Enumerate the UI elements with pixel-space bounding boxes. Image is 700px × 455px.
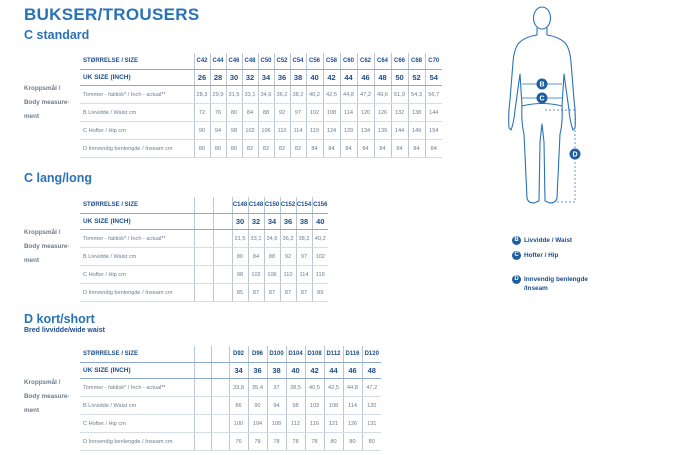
measure-row-label: D Innvendig benlengde / Inseam cm — [80, 140, 194, 158]
section-title-d-short: D kort/short — [24, 312, 95, 326]
svg-text:D: D — [572, 151, 578, 159]
section-title-c-long: C lang/long — [24, 171, 93, 185]
size-header-cell: C148 — [232, 197, 248, 214]
measure-value-cell: 106 — [264, 266, 280, 284]
measure-value-cell: 102 — [242, 122, 258, 140]
size-header-cell: C60 — [340, 53, 357, 70]
measure-value-cell: 82 — [242, 140, 258, 158]
measure-row-label: B Livvidde / Waist cm — [80, 397, 194, 415]
size-header-cell: C156 — [312, 197, 328, 214]
measure-value-cell: 85 — [232, 284, 248, 302]
measure-value-cell: 72 — [194, 104, 210, 122]
size-header-cell: C62 — [357, 53, 374, 70]
measure-value-cell: 98 — [232, 266, 248, 284]
measure-value-cell: 108 — [324, 397, 343, 415]
uk-size-label: UK SIZE (INCH) — [80, 70, 194, 86]
measure-value-cell: 86 — [229, 397, 248, 415]
measure-value-cell: 94 — [267, 397, 286, 415]
measure-value-cell: 42,5 — [324, 379, 343, 397]
marker-c-icon: C — [512, 251, 521, 260]
measure-value-cell: 40,2 — [306, 86, 323, 104]
measure-value-cell: 87 — [248, 284, 264, 302]
measure-value-cell: 44,8 — [343, 379, 362, 397]
measure-value-cell: 80 — [324, 433, 343, 451]
body-measure-line-1: Kroppsmål / — [24, 229, 61, 236]
body-measurement-figure — [500, 2, 600, 212]
measure-value-cell: 106 — [258, 122, 274, 140]
uk-size-cell: 46 — [357, 70, 374, 86]
measure-value-cell-row — [80, 266, 328, 284]
measure-value-cell-row — [80, 397, 381, 415]
measure-value-cell: 131 — [362, 415, 381, 433]
spacer-cell — [213, 284, 232, 302]
measure-row-label: D Innvendig benlengde / Inseam cm — [80, 284, 194, 302]
uk-size-cell: 54 — [425, 70, 442, 86]
measure-value-cell: 102 — [248, 266, 264, 284]
spacer-cell — [194, 284, 213, 302]
measure-value-cell: 47,2 — [357, 86, 374, 104]
size-header-cell: C70 — [425, 53, 442, 70]
marker-d — [570, 149, 581, 160]
body-measure-line-3: ment — [24, 113, 40, 120]
measure-row-label: C Hofter / Hip cm — [80, 122, 194, 140]
body-measure-line-2: Body measure- — [24, 99, 70, 106]
measure-value-cell: 80 — [226, 140, 242, 158]
size-header-cell: C152 — [280, 197, 296, 214]
measure-row-label: Tommer - faktisk* / Inch - actual** — [80, 230, 194, 248]
measure-row-label: Tommer - faktisk* / Inch - actual** — [80, 86, 194, 104]
uk-size-cell: 48 — [374, 70, 391, 86]
measure-value-cell: 90 — [248, 397, 267, 415]
measure-value-cell: 28,3 — [194, 86, 210, 104]
size-header-cell: C150 — [264, 197, 280, 214]
spacer-cell — [194, 214, 213, 230]
measure-value-cell: 88 — [258, 104, 274, 122]
uk-size-cell: 50 — [391, 70, 408, 86]
measure-value-cell: 102 — [312, 248, 328, 266]
spacer-cell — [213, 266, 232, 284]
measure-value-cell: 84 — [340, 140, 357, 158]
measure-value-cell: 38,5 — [286, 379, 305, 397]
measure-value-cell: 33,1 — [242, 86, 258, 104]
uk-size-label: UK SIZE (INCH) — [80, 363, 194, 379]
size-header-cell-row — [80, 346, 381, 363]
spacer-cell — [194, 415, 212, 433]
measure-value-cell: 84 — [357, 140, 374, 158]
uk-size-cell: 26 — [194, 70, 210, 86]
svg-text:B: B — [539, 81, 545, 89]
measure-value-cell: 80 — [194, 140, 210, 158]
measure-row-label: Tommer - faktisk* / Inch - actual** — [80, 379, 194, 397]
measure-value-cell: 54,3 — [408, 86, 425, 104]
size-header-cell: D100 — [267, 346, 286, 363]
measure-value-cell: 126 — [374, 104, 391, 122]
measure-value-cell-row — [80, 140, 442, 158]
spacer-cell — [212, 379, 230, 397]
body-measure-label — [24, 226, 80, 268]
size-header-cell: C56 — [306, 53, 323, 70]
measure-value-cell: 42,5 — [323, 86, 340, 104]
spacer-cell — [194, 248, 213, 266]
legend-hip — [512, 251, 558, 260]
spacer-cell — [194, 266, 213, 284]
measure-value-cell: 108 — [267, 415, 286, 433]
size-header-cell: C64 — [374, 53, 391, 70]
measure-value-cell: 40,2 — [312, 230, 328, 248]
legend-hip-label: Hofter / Hip — [524, 252, 559, 259]
size-header-cell: C48 — [242, 53, 258, 70]
measure-value-cell: 47,2 — [362, 379, 381, 397]
measure-value-cell: 31,5 — [232, 230, 248, 248]
measure-value-cell: 104 — [248, 415, 267, 433]
measure-value-cell-row — [80, 122, 442, 140]
uk-size-cell: 48 — [362, 363, 381, 379]
measure-value-cell: 80 — [210, 140, 226, 158]
body-measure-line-2: Body measure- — [24, 243, 70, 250]
uk-size-cell: 44 — [324, 363, 343, 379]
size-header-cell: C52 — [274, 53, 290, 70]
measure-value-cell: 112 — [286, 415, 305, 433]
measure-value-cell: 36,2 — [274, 86, 290, 104]
measure-value-cell: 40,5 — [305, 379, 324, 397]
measure-value-cell: 97 — [296, 248, 312, 266]
size-header-label: STØRRELSE / SIZE — [80, 346, 194, 363]
body-measure-label — [24, 82, 80, 124]
measure-value-cell: 120 — [357, 104, 374, 122]
marker-c — [537, 93, 548, 104]
body-measure-line-1: Kroppsmål / — [24, 379, 61, 386]
marker-b — [537, 79, 548, 90]
measure-value-cell: 110 — [280, 266, 296, 284]
measure-value-cell: 110 — [274, 122, 290, 140]
size-header-cell: C66 — [391, 53, 408, 70]
measure-value-cell: 103 — [305, 397, 324, 415]
measure-value-cell: 84 — [374, 140, 391, 158]
measure-value-cell: 76 — [210, 104, 226, 122]
uk-size-cell: 38 — [290, 70, 306, 86]
spacer-cell — [213, 214, 232, 230]
section-subtitle-wide-waist: Bred livvidde/wide waist — [24, 327, 105, 334]
legend-inseam-label: Innvendig benlengde /Inseam — [524, 276, 588, 292]
measure-value-cell: 102 — [306, 104, 323, 122]
size-header-cell: C154 — [296, 197, 312, 214]
measure-value-cell: 92 — [274, 104, 290, 122]
measure-value-cell: 119 — [306, 122, 323, 140]
measure-value-cell: 51,9 — [391, 86, 408, 104]
uk-size-cell: 34 — [264, 214, 280, 230]
size-header-cell: D108 — [305, 346, 324, 363]
body-measure-label — [24, 376, 80, 418]
uk-size-cell: 40 — [286, 363, 305, 379]
uk-size-cell: 30 — [232, 214, 248, 230]
size-header-cell: C148 — [248, 197, 264, 214]
size-header-cell: D120 — [362, 346, 381, 363]
size-header-cell: C68 — [408, 53, 425, 70]
size-header-cell-row — [80, 197, 328, 214]
measure-value-cell: 78 — [305, 433, 324, 451]
measure-value-cell: 116 — [305, 415, 324, 433]
measure-value-cell: 84 — [408, 140, 425, 158]
measure-value-cell-row — [80, 415, 381, 433]
spacer-cell — [212, 415, 230, 433]
uk-size-cell: 32 — [248, 214, 264, 230]
measure-value-cell: 84 — [306, 140, 323, 158]
measure-value-cell: 98 — [226, 122, 242, 140]
legend-inseam — [512, 266, 588, 293]
measure-value-cell: 114 — [343, 397, 362, 415]
measure-value-cell: 154 — [425, 122, 442, 140]
uk-size-cell: 28 — [210, 70, 226, 86]
measure-value-cell-row — [80, 230, 328, 248]
measure-value-cell: 76 — [229, 433, 248, 451]
uk-size-cell: 42 — [323, 70, 340, 86]
size-header-cell: D104 — [286, 346, 305, 363]
size-header-label: STØRRELSE / SIZE — [80, 197, 194, 214]
measure-value-cell: 36,2 — [280, 230, 296, 248]
uk-size-cell: 40 — [312, 214, 328, 230]
uk-size-cell-row — [80, 214, 328, 230]
uk-size-cell: 36 — [280, 214, 296, 230]
measure-value-cell: 149 — [408, 122, 425, 140]
spacer-cell — [212, 433, 230, 451]
size-header-cell-row — [80, 53, 442, 70]
measure-value-cell: 89 — [312, 284, 328, 302]
measure-value-cell: 124 — [323, 122, 340, 140]
spacer-cell — [194, 433, 212, 451]
size-header-cell: D112 — [324, 346, 343, 363]
marker-d-icon: D — [512, 275, 521, 284]
measure-value-cell: 37 — [267, 379, 286, 397]
measure-value-cell: 114 — [290, 122, 306, 140]
uk-size-label: UK SIZE (INCH) — [80, 214, 194, 230]
uk-size-cell: 36 — [274, 70, 290, 86]
measure-value-cell-row — [80, 248, 328, 266]
size-header-cell: C58 — [323, 53, 340, 70]
measure-value-cell: 88 — [264, 248, 280, 266]
measure-value-cell: 44,8 — [340, 86, 357, 104]
marker-b-icon: B — [512, 236, 521, 245]
measure-value-cell: 120 — [362, 397, 381, 415]
spacer-cell — [212, 363, 230, 379]
body-measure-line-3: ment — [24, 407, 40, 414]
uk-size-cell-row — [80, 363, 381, 379]
measure-value-cell: 114 — [340, 104, 357, 122]
spacer-cell — [194, 197, 213, 214]
measure-value-cell: 80 — [226, 104, 242, 122]
measure-value-cell: 82 — [258, 140, 274, 158]
size-header-cell: C44 — [210, 53, 226, 70]
uk-size-cell: 40 — [306, 70, 323, 86]
measure-value-cell: 138 — [408, 104, 425, 122]
measure-value-cell: 100 — [229, 415, 248, 433]
body-measure-line-2: Body measure- — [24, 393, 70, 400]
page-title: BUKSER/TROUSERS — [24, 5, 200, 24]
measure-value-cell: 56,7 — [425, 86, 442, 104]
measure-value-cell: 129 — [340, 122, 357, 140]
measure-value-cell: 84 — [248, 248, 264, 266]
size-table-d-short — [80, 346, 381, 451]
measure-row-label: C Hofter / Hip cm — [80, 415, 194, 433]
measure-value-cell: 82 — [290, 140, 306, 158]
uk-size-cell: 30 — [226, 70, 242, 86]
svg-text:C: C — [539, 95, 545, 103]
measure-value-cell: 78 — [248, 433, 267, 451]
uk-size-cell-row — [80, 70, 442, 86]
size-header-cell: D116 — [343, 346, 362, 363]
measure-value-cell: 84 — [391, 140, 408, 158]
measure-value-cell: 92 — [280, 248, 296, 266]
spacer-cell — [194, 379, 212, 397]
measure-value-cell: 34,6 — [258, 86, 274, 104]
measure-value-cell: 80 — [232, 248, 248, 266]
measure-value-cell: 80 — [362, 433, 381, 451]
measure-value-cell: 33,1 — [248, 230, 264, 248]
measure-value-cell: 87 — [296, 284, 312, 302]
spacer-cell — [212, 346, 230, 363]
uk-size-cell: 44 — [340, 70, 357, 86]
measure-value-cell-row — [80, 104, 442, 122]
size-table-c-long — [80, 197, 328, 302]
measure-value-cell: 31,5 — [226, 86, 242, 104]
uk-size-cell: 46 — [343, 363, 362, 379]
spacer-cell — [212, 397, 230, 415]
measure-value-cell: 119 — [312, 266, 328, 284]
measure-value-cell: 97 — [290, 104, 306, 122]
measure-value-cell: 80 — [343, 433, 362, 451]
measure-row-label: D Innvendig benlengde / Inseam cm — [80, 433, 194, 451]
measure-value-cell-row — [80, 86, 442, 104]
spacer-cell — [194, 397, 212, 415]
measure-value-cell: 33,8 — [229, 379, 248, 397]
measure-value-cell: 78 — [267, 433, 286, 451]
body-outline — [509, 7, 576, 203]
measure-row-label: B Livvidde / Waist cm — [80, 104, 194, 122]
uk-size-cell: 36 — [248, 363, 267, 379]
uk-size-cell: 34 — [229, 363, 248, 379]
spacer-cell — [213, 197, 232, 214]
size-header-cell: C42 — [194, 53, 210, 70]
body-measure-line-1: Kroppsmål / — [24, 85, 61, 92]
spacer-cell — [194, 346, 212, 363]
uk-size-cell: 38 — [267, 363, 286, 379]
measure-value-cell: 84 — [242, 104, 258, 122]
uk-size-cell: 38 — [296, 214, 312, 230]
measure-value-cell-row — [80, 284, 328, 302]
measure-value-cell-row — [80, 433, 381, 451]
spacer-cell — [194, 363, 212, 379]
measure-value-cell: 144 — [391, 122, 408, 140]
measure-value-cell: 139 — [374, 122, 391, 140]
measure-value-cell: 90 — [194, 122, 210, 140]
measure-value-cell-row — [80, 379, 381, 397]
measure-value-cell: 132 — [391, 104, 408, 122]
size-header-cell: C46 — [226, 53, 242, 70]
measure-value-cell: 29,9 — [210, 86, 226, 104]
size-header-cell: C50 — [258, 53, 274, 70]
measure-value-cell: 94 — [210, 122, 226, 140]
size-table-c-standard — [80, 53, 442, 158]
size-header-cell: D92 — [229, 346, 248, 363]
measure-value-cell: 84 — [323, 140, 340, 158]
legend-waist — [512, 236, 572, 245]
size-header-cell: D96 — [248, 346, 267, 363]
measure-value-cell: 82 — [274, 140, 290, 158]
measure-value-cell: 134 — [357, 122, 374, 140]
measure-row-label: C Hofter / Hip cm — [80, 266, 194, 284]
measure-value-cell: 35,4 — [248, 379, 267, 397]
measure-value-cell: 78 — [286, 433, 305, 451]
uk-size-cell: 32 — [242, 70, 258, 86]
measure-row-label: B Livvidde / Waist cm — [80, 248, 194, 266]
size-header-cell: C54 — [290, 53, 306, 70]
uk-size-cell: 52 — [408, 70, 425, 86]
measure-value-cell: 126 — [343, 415, 362, 433]
uk-size-cell: 34 — [258, 70, 274, 86]
measure-value-cell: 121 — [324, 415, 343, 433]
measure-value-cell: 34,6 — [264, 230, 280, 248]
spacer-cell — [194, 230, 213, 248]
measure-value-cell: 38,2 — [296, 230, 312, 248]
body-measure-line-3: ment — [24, 257, 40, 264]
measure-value-cell: 144 — [425, 104, 442, 122]
spacer-cell — [213, 248, 232, 266]
measure-value-cell: 114 — [296, 266, 312, 284]
measure-value-cell: 49,6 — [374, 86, 391, 104]
measure-value-cell: 87 — [280, 284, 296, 302]
spacer-cell — [213, 230, 232, 248]
measure-value-cell: 84 — [425, 140, 442, 158]
uk-size-cell: 42 — [305, 363, 324, 379]
measure-value-cell: 38,2 — [290, 86, 306, 104]
measure-value-cell: 98 — [286, 397, 305, 415]
measure-value-cell: 87 — [264, 284, 280, 302]
section-title-c-standard: C standard — [24, 28, 90, 42]
legend-waist-label: Livvidde / Waist — [524, 237, 573, 244]
size-header-label: STØRRELSE / SIZE — [80, 53, 194, 70]
measure-value-cell: 108 — [323, 104, 340, 122]
